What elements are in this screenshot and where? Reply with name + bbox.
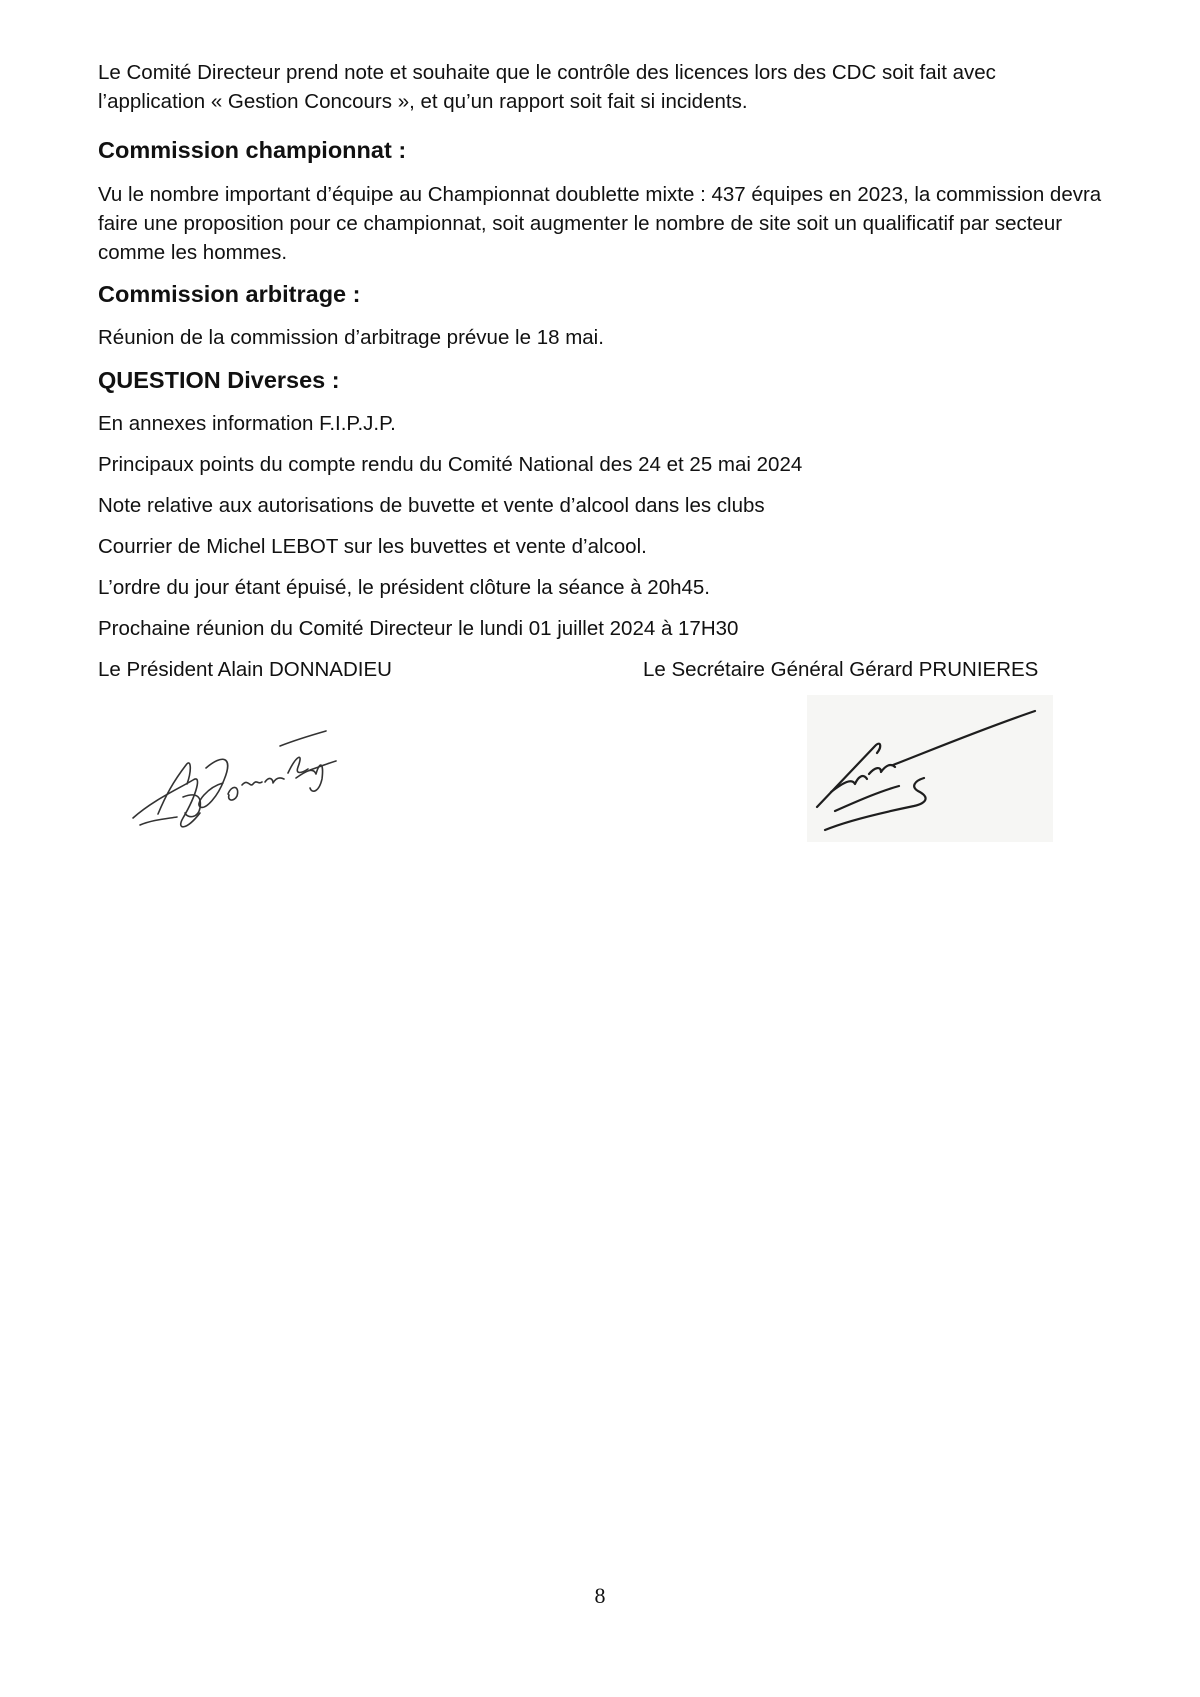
commission-championnat-heading: Commission championnat :	[98, 137, 407, 163]
question-item-annexes: En annexes information F.I.P.J.P.	[98, 412, 396, 435]
president-signature	[128, 730, 338, 835]
commission-arbitrage-heading: Commission arbitrage :	[98, 281, 361, 307]
questions-diverses-heading: QUESTION Diverses :	[98, 367, 340, 393]
president-name: Le Président Alain DONNADIEU	[98, 658, 392, 681]
secretaire-signature-box	[807, 695, 1053, 842]
signature-labels	[98, 655, 1108, 684]
commission-championnat-paragraph: Vu le nombre important d’équipe au Championnat doublette mixte : 437 équipes en 2023, la commission devra faire une proposition pour ce championnat, soit augmenter le nombre de site soit un qualificatif par secteur comme les hommes.	[98, 183, 1102, 264]
secretaire-signature	[807, 695, 1053, 842]
intro-paragraph: Le Comité Directeur prend note et souhaite que le contrôle des licences lors des CDC soit fait avec l’application « Gestion Concours », et qu’un rapport soit fait si incidents.	[98, 61, 996, 113]
closing-statement: L’ordre du jour étant épuisé, le président clôture la séance à 20h45.	[98, 576, 710, 599]
secretaire-name: Le Secrétaire Général Gérard PRUNIERES	[643, 658, 1039, 681]
question-item-compte-rendu: Principaux points du compte rendu du Comité National des 24 et 25 mai 2024	[98, 453, 803, 476]
commission-arbitrage-paragraph: Réunion de la commission d’arbitrage prévue le 18 mai.	[98, 326, 604, 349]
question-item-courrier: Courrier de Michel LEBOT sur les buvettes et vente d’alcool.	[98, 535, 647, 558]
page-number: 8	[594, 1583, 606, 1608]
next-meeting: Prochaine réunion du Comité Directeur le lundi 01 juillet 2024 à 17H30	[98, 617, 739, 640]
question-item-buvette-note: Note relative aux autorisations de buvette et vente d’alcool dans les clubs	[98, 494, 765, 517]
page-content	[98, 58, 1108, 684]
